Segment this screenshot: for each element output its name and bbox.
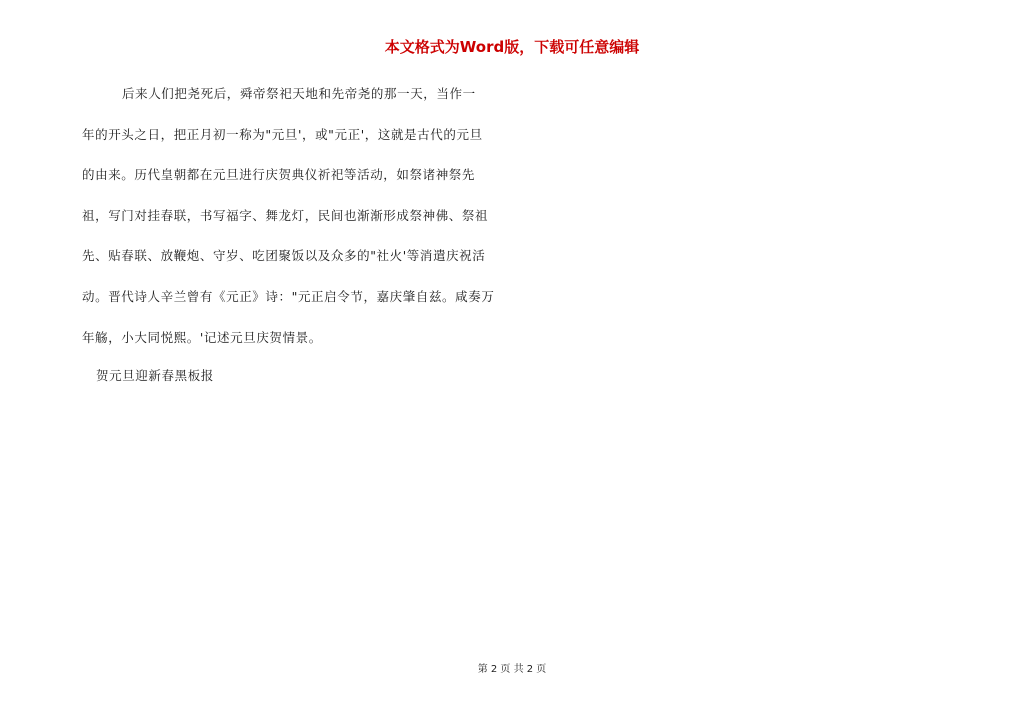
article-body (82, 82, 512, 366)
paragraph-line: 祖，写门对挂春联，书写福字、舞龙灯，民间也渐渐形成祭神佛、祭祖 (82, 207, 489, 223)
paragraph-line: 年觞，小大同悦熙。'记述元旦庆贺情景。 (82, 329, 322, 345)
paragraph-line: 先、贴春联、放鞭炮、守岁、吃团聚饭以及众多的"社火'等消遣庆祝活 (82, 248, 486, 264)
section-heading: 贺元旦迎新春黑板报 (96, 368, 214, 383)
download-banner: 本文格式为Word版，下载可任意编辑 (384, 38, 640, 56)
paragraph-line: 动。晋代诗人辛兰曾有《元正》诗："元正启令节，嘉庆肇自兹。咸奏万 (82, 288, 495, 304)
paragraph-line: 的由来。历代皇朝都在元旦进行庆贺典仪祈祀等活动，如祭诸神祭先 (82, 167, 476, 183)
paragraph-line: 后来人们把尧死后，舜帝祭祀天地和先帝尧的那一天，当作一 (122, 86, 476, 101)
page-number-footer: 第 2 页 共 2 页 (477, 664, 547, 675)
paragraph-line: 年的开头之日，把正月初一称为"元旦'，或"元正'，这就是古代的元旦 (82, 126, 483, 142)
